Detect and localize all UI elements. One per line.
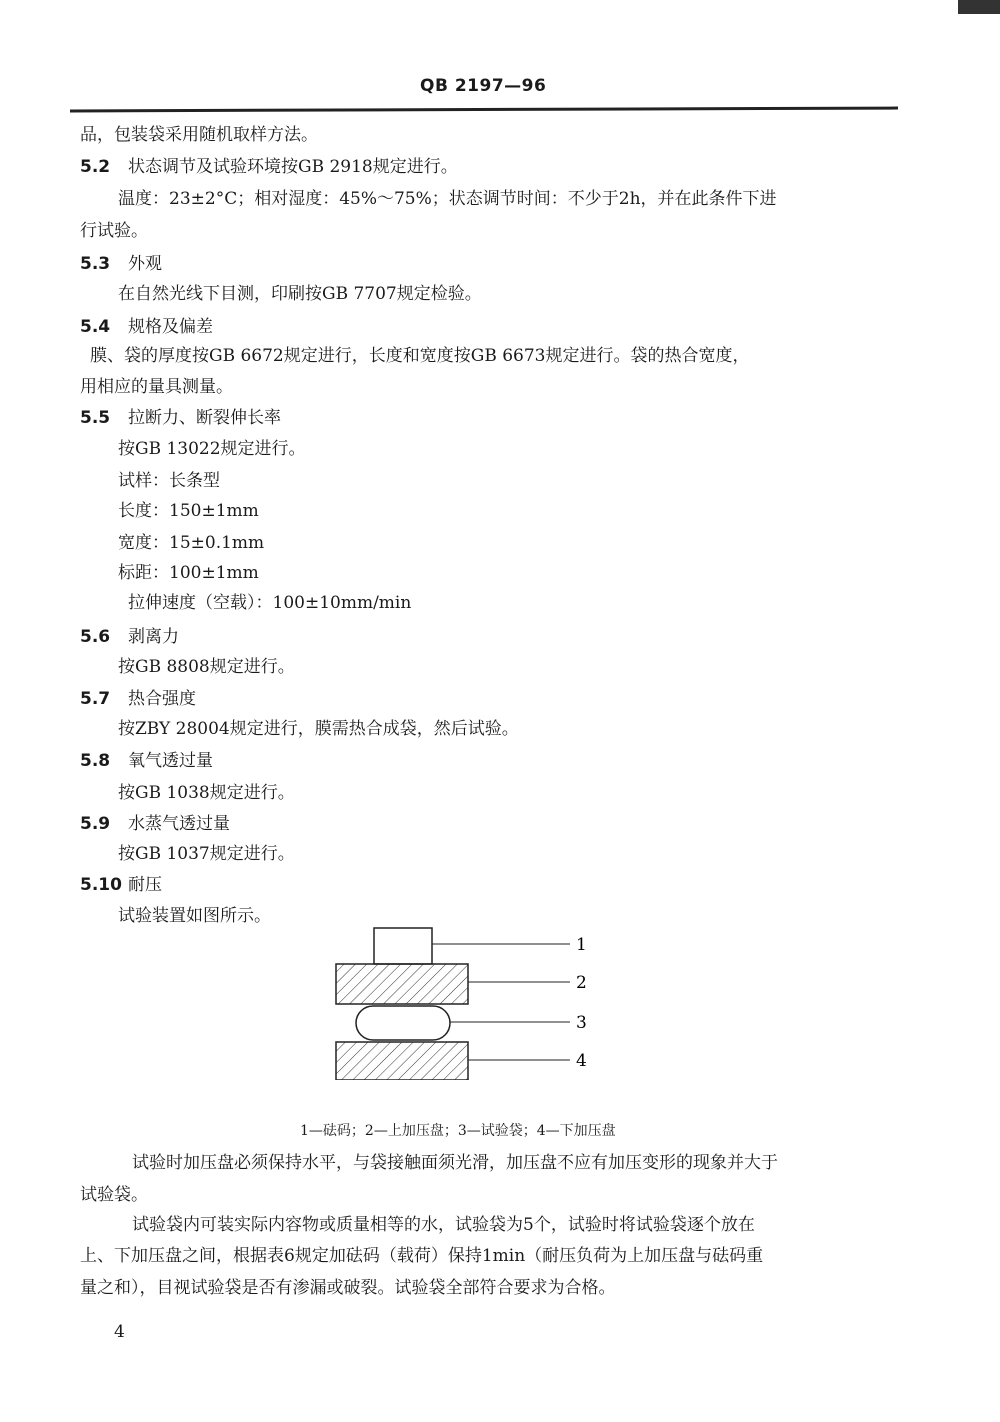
section-number: 5.3 xyxy=(80,254,111,274)
text-line xyxy=(80,622,179,647)
text-line xyxy=(80,216,148,241)
line-text: 状态调节及试验环境按GB 2918规定进行。 xyxy=(128,157,458,177)
line-text: 氧气透过量 xyxy=(128,751,213,771)
line-text: 按GB 13022规定进行。 xyxy=(118,439,306,459)
pressure-test-diagram xyxy=(320,920,620,1080)
line-text: 在自然光线下目测，印刷按GB 7707规定检验。 xyxy=(118,284,482,304)
line-text: 温度：23±2°C；相对湿度：45%～75%；状态调节时间：不少于2h，并在此条件下进 xyxy=(118,189,777,209)
section-number: 5.4 xyxy=(80,317,111,337)
text-line xyxy=(118,901,271,926)
section-number: 5.6 xyxy=(80,627,111,647)
text-line xyxy=(118,279,482,304)
page-number: 4 xyxy=(114,1322,125,1342)
line-text: 耐压 xyxy=(128,875,162,895)
line-text: 标距：100±1mm xyxy=(118,563,259,583)
text-line xyxy=(80,120,318,145)
section-number: 5.8 xyxy=(80,751,111,771)
text-line xyxy=(80,312,213,337)
label-4: 4 xyxy=(576,1051,587,1071)
label-1: 1 xyxy=(576,935,587,955)
text-line xyxy=(80,870,162,895)
line-text: 剥离力 xyxy=(128,627,179,647)
section-number: 5.9 xyxy=(80,814,111,834)
line-text: 用相应的量具测量。 xyxy=(80,377,233,397)
line-text: 试验装置如图所示。 xyxy=(118,906,271,926)
line-text: 拉伸速度（空载）：100±10mm/min xyxy=(128,593,412,613)
text-line xyxy=(80,249,162,274)
weight xyxy=(374,928,432,964)
text-line xyxy=(80,684,196,709)
line-text: 按GB 1038规定进行。 xyxy=(118,783,295,803)
line-text: 按GB 1037规定进行。 xyxy=(118,844,295,864)
paragraph-line: 试验袋。 xyxy=(80,1185,148,1205)
line-text: 按GB 8808规定进行。 xyxy=(118,657,295,677)
line-text: 拉断力、断裂伸长率 xyxy=(128,408,281,428)
text-line xyxy=(118,496,259,521)
upper-pressure-plate xyxy=(336,964,468,1004)
line-text: 品，包装袋采用随机取样方法。 xyxy=(80,125,318,145)
line-text: 水蒸气透过量 xyxy=(128,814,230,834)
text-line xyxy=(118,714,519,739)
section-number: 5.10 xyxy=(80,875,122,895)
text-line xyxy=(80,152,458,177)
paragraph-line: 上、下加压盘之间，根据表6规定加砝码（载荷）保持1min（耐压负荷为上加压盘与砝码重 xyxy=(80,1246,764,1266)
paragraph-line: 试验时加压盘必须保持水平，与袋接触面须光滑，加压盘不应有加压变形的现象并大于 xyxy=(132,1153,778,1173)
figure-caption: 1—砝码；2—上加压盘；3—试验袋；4—下加压盘 xyxy=(300,1123,616,1139)
test-bag xyxy=(356,1006,450,1040)
line-text: 行试验。 xyxy=(80,221,148,241)
label-2: 2 xyxy=(576,973,587,993)
text-line xyxy=(80,372,233,397)
line-text: 规格及偏差 xyxy=(128,317,213,337)
scrollbar[interactable] xyxy=(958,0,1000,14)
text-line xyxy=(80,809,230,834)
section-number: 5.5 xyxy=(80,408,111,428)
line-text: 按ZBY 28004规定进行，膜需热合成袋，然后试验。 xyxy=(118,719,519,739)
section-number: 5.7 xyxy=(80,689,111,709)
text-line xyxy=(90,341,749,366)
text-line xyxy=(118,184,777,209)
header-rule xyxy=(70,107,898,113)
text-line xyxy=(118,558,259,583)
standard-code-header: QB 2197—96 xyxy=(420,76,547,96)
line-text: 宽度：15±0.1mm xyxy=(118,533,265,553)
text-line xyxy=(128,588,411,613)
paragraph-line: 量之和），目视试验袋是否有渗漏或破裂。试验袋全部符合要求为合格。 xyxy=(80,1278,616,1298)
text-line xyxy=(118,528,264,553)
text-line xyxy=(118,778,295,803)
label-3: 3 xyxy=(576,1013,587,1033)
text-line xyxy=(118,434,306,459)
line-text: 外观 xyxy=(128,254,162,274)
text-line xyxy=(80,746,213,771)
line-text: 长度：150±1mm xyxy=(118,501,259,521)
lower-pressure-plate xyxy=(336,1042,468,1080)
text-line xyxy=(80,403,281,428)
paragraph-line: 试验袋内可装实际内容物或质量相等的水，试验袋为5个，试验时将试验袋逐个放在 xyxy=(132,1215,755,1235)
text-line xyxy=(118,839,295,864)
section-number: 5.2 xyxy=(80,157,111,177)
line-text: 膜、袋的厚度按GB 6672规定进行，长度和宽度按GB 6673规定进行。袋的热合宽度， xyxy=(90,346,750,366)
line-text: 试样：长条型 xyxy=(118,471,220,491)
text-line xyxy=(118,466,220,491)
text-line xyxy=(118,652,295,677)
line-text: 热合强度 xyxy=(128,689,196,709)
